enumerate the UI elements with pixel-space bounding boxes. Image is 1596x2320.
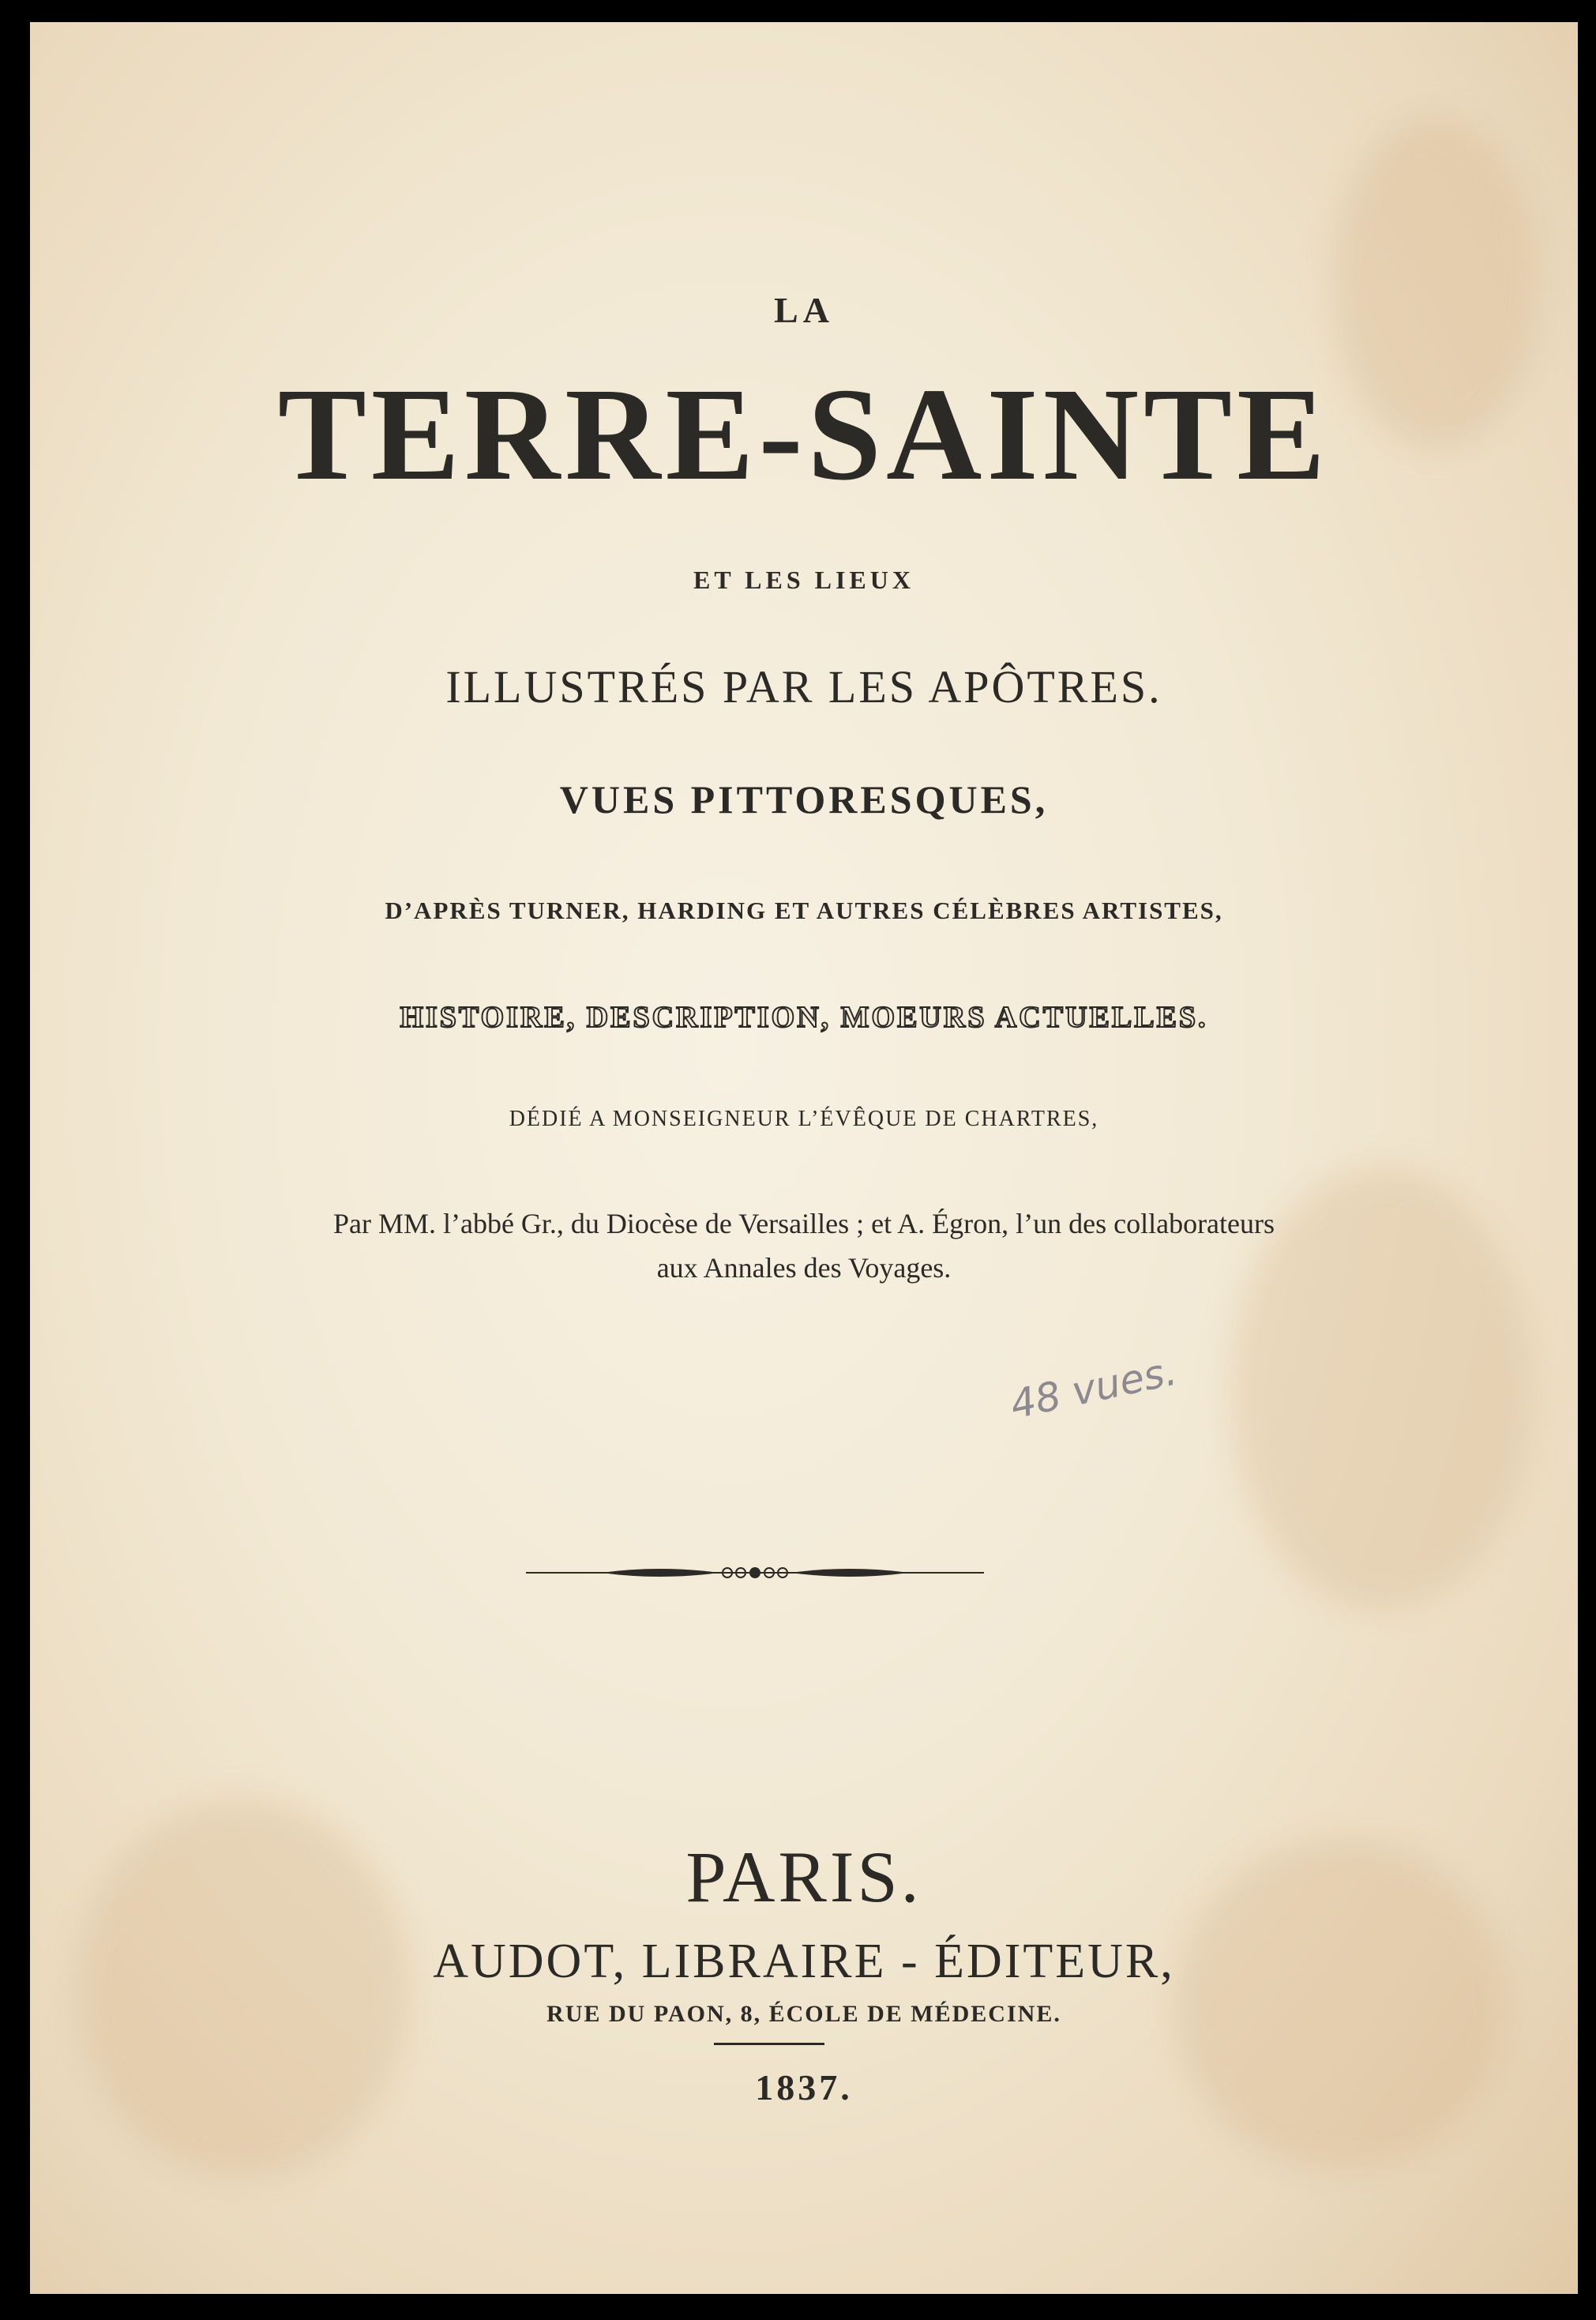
subtitle-apotres: ILLUSTRÉS PAR LES APÔTRES. bbox=[445, 661, 1162, 713]
subtitle-artists: D’APRÈS TURNER, HARDING ET AUTRES CÉLÈBRES ARTISTES, bbox=[385, 897, 1223, 924]
authors-line-2: aux Annales des Voyages. bbox=[656, 1252, 952, 1284]
handwritten-note: 48 vues. bbox=[1006, 1348, 1181, 1428]
title-article: LA bbox=[774, 290, 834, 330]
authors bbox=[172, 1201, 1436, 1290]
imprint-city: PARIS. bbox=[685, 1837, 922, 1917]
imprint-year: 1837. bbox=[755, 2067, 853, 2108]
authors-line-1: Par MM. l’abbé Gr., du Diocèse de Versailles ; et A. Égron, l’un des collaborateurs bbox=[332, 1208, 1275, 1239]
imprint-publisher: AUDOT, LIBRAIRE - ÉDITEUR, bbox=[433, 1935, 1175, 1988]
main-title: TERRE-SAINTE bbox=[277, 361, 1331, 508]
imprint-rule bbox=[714, 2043, 824, 2045]
subtitle-histoire: HISTOIRE, DESCRIPTION, MOEURS ACTUELLES. bbox=[400, 1001, 1208, 1034]
subtitle-lieux: ET LES LIEUX bbox=[693, 566, 914, 594]
dedication: DÉDIÉ A MONSEIGNEUR L’ÉVÊQUE DE CHARTRES, bbox=[509, 1107, 1099, 1131]
title-page bbox=[30, 22, 1578, 2294]
ornament-divider bbox=[526, 1559, 984, 1587]
subtitle-vues: VUES PITTORESQUES, bbox=[559, 777, 1049, 822]
imprint-address: RUE DU PAON, 8, ÉCOLE DE MÉDECINE. bbox=[546, 2001, 1061, 2027]
